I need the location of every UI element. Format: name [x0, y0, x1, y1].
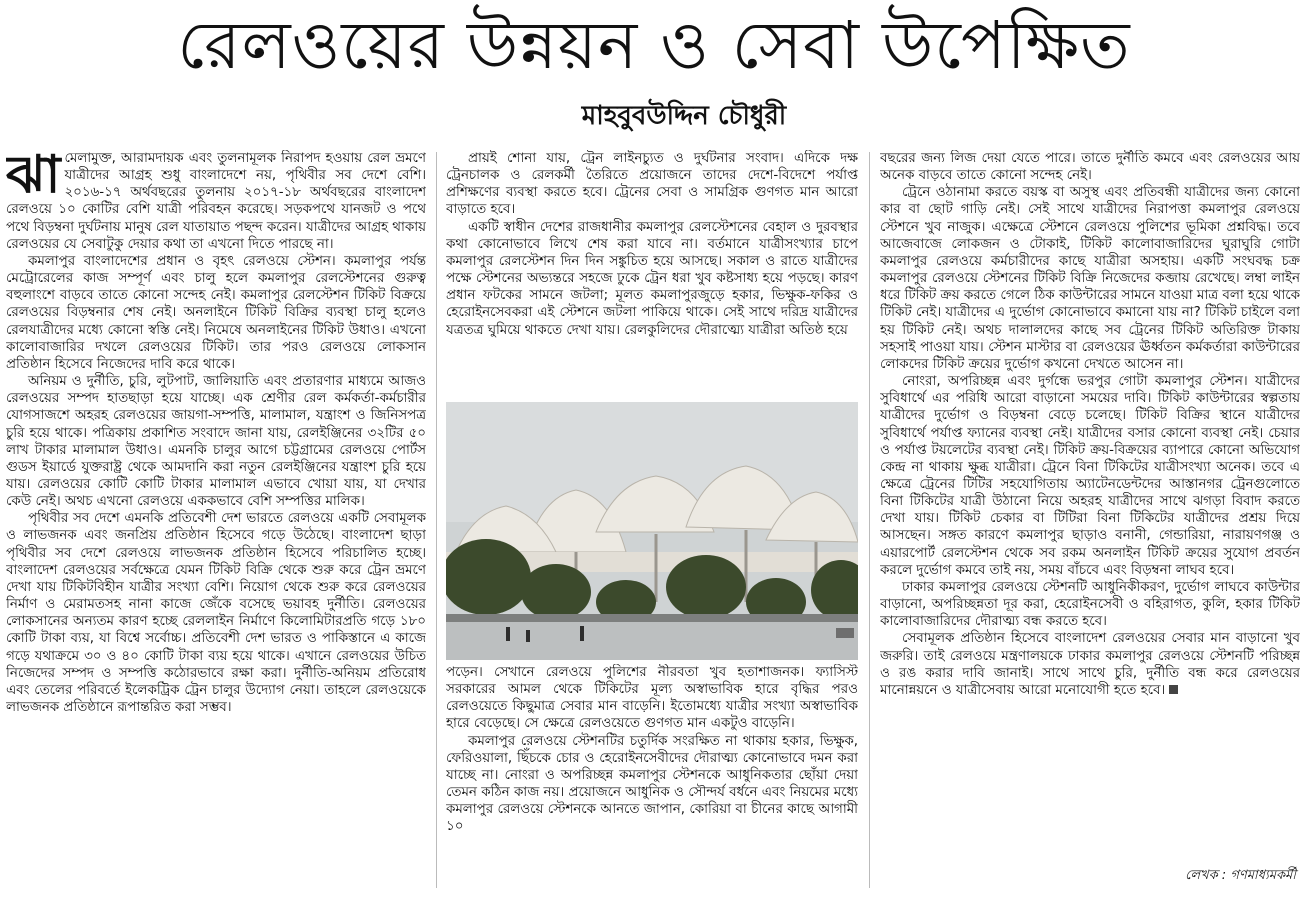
paragraph: কমলাপুর রেলওয়ে স্টেশনটির চতুর্দিক সংরক্ষিত না থাকায় হকার, ভিক্ষুক, ফেরিওয়ালা, ছিঁচকে চোর ও হেরোইনসেবীদের দৌরাত্ম্য কোনোভাবে দমন করা যাচ্ছে না। নোংরা ও অপরিচ্ছন্ন কমলাপুর স্টেশনকে আধুনিকতার ছোঁয়া দেয়া তেমন কঠিন কাজ নয়। প্রয়োজনে আধুনিক ও সৌন্দর্য বর্ধনে এবং নিয়মের মধ্যে কমলাপুর রেলওয়ে স্টেশনকে আনতে জাপান, কোরিয়া বা চীনের কাছে আগামী ১০	[446, 733, 858, 835]
drop-cap: ঝা	[6, 150, 61, 205]
article-column-3	[880, 150, 1300, 862]
paragraph: ঝামেলামুক্ত, আরামদায়ক এবং তুলনামূলক নিরাপদ হওয়ায় রেল ভ্রমণে যাত্রীদের আগ্রহ শুধু বাংলাদেশে নয়, পৃথিবীর সব দেশে বেশি। ২০১৬-১৭ অর্থবছরের তুলনায় ২০১৭-১৮ অর্থবছরের বাংলাদেশ রেলওয়ে ১০ কোটির বেশি যাত্রী পরিবহন করেছে। সড়কপথে যানজট ও পথে পথে বিড়ম্বনা দুর্ঘটনায় মানুষ রেল যাতায়াত পছন্দ করেন। যাত্রীদের আগ্রহ থাকায় রেলওয়ের যে সেবাটুকু দেয়ার কথা তা এখনো দিতে পারছে না।	[6, 150, 426, 252]
paragraph: প্রায়ই শোনা যায়, ট্রেন লাইনচ্যুত ও দুর্ঘটনার সংবাদ। এদিকে দক্ষ ট্রেনচালক ও রেলকর্মী তৈরিতে প্রয়োজনে তাদের দেশে-বিদেশে পর্যাপ্ত প্রশিক্ষণের ব্যবস্থা করতে হবে। ট্রেনের সেবা ও সামগ্রিক গুণগত মান আরো বাড়াতে হবে।	[446, 151, 858, 218]
article-column-2-bottom	[446, 664, 858, 890]
paragraph: কমলাপুর বাংলাদেশের প্রধান ও বৃহৎ রেলওয়ে স্টেশন। কমলাপুর পর্যন্ত মেট্রোরেলের কাজ সম্পূর্ণ এবং চালু হলে কমলাপুর রেলস্টেশনের গুরুত্ব বহুলাংশে বাড়বে তাতে কোনো সন্দেহ নেই। কমলাপুর রেলস্টেশন টিকিট বিক্রয়ে রেলওয়ের বিড়ম্বনার শেষ নেই। অনলাইনে টিকিট বিক্রির ব্যবস্থা চালু হলেও রেলযাত্রীদের মধ্যে কোনো স্বস্তি নেই। নিমেষে অনলাইনের টিকিট উধাও। এখনো কালোবাজারির দখলে রেলওয়ের টিকিট। তার পরও রেলওয়ে লোকসান প্রতিষ্ঠান হিসেবে নিজেদের দাবি করে থাকে।	[6, 253, 426, 372]
kamalapur-station-photo	[446, 402, 858, 660]
paragraph: ঢাকার কমলাপুর রেলওয়ে স্টেশনটি আধুনিকীকরণ, দুর্ভোগ লাঘবে কাউন্টার বাড়ানো, অপরিচ্ছন্নতা দূর করা, হেরোইনসেবী ও বহিরাগত, কুলি, হকার টিকিট কালোবাজারিদের দৌরাত্ম্য বন্ধ করতে হবে।	[880, 579, 1300, 630]
paragraph: অনিয়ম ও দুর্নীতি, চুরি, লুটপাট, জালিয়াতি এবং প্রতারণার মাধ্যমে আজও রেলওয়ের সম্পদ হাতছাড়া হয়ে যাচ্ছে। এক শ্রেণীর রেল কর্মকর্তা-কর্মচারীর যোগসাজশে অহরহ রেলওয়ের জায়গা-সম্পত্তি, মালামাল, যন্ত্রাংশ ও জিনিসপত্র চুরি হয়ে থাকে। পত্রিকায় প্রকাশিত সংবাদে জানা যায়, রেলইঞ্জিনের ৩২টির ৫০ লাখ টাকার মালামাল উধাও। এমনকি চালুর আগে চট্টগ্রামের রেলওয়ে পোর্টস গুডস ইয়ার্ডে যুক্তরাষ্ট্র থেকে আমদানি করা নতুন রেলইঞ্জিনের যন্ত্রাংশ চুরি হয়ে যায়। রেলওয়ের কোটি কোটি টাকার মালামাল এভাবে খোয়া যায়, যা দেখার কেউ নেই। অথচ এখনো রেলওয়ে এককভাবে বেশি সম্পত্তির মালিক।	[6, 374, 426, 510]
paragraph: সেবামূলক প্রতিষ্ঠান হিসেবে বাংলাদেশ রেলওয়ের সেবার মান বাড়ানো খুব জরুরি। তাই রেলওয়ে মন্ত্রণালয়কে ঢাকার কমলাপুর রেলওয়ে স্টেশনটি পরিচ্ছন্ন ও রঙ করার দাবি জানাই। সাথে সাথে চুরি, দুর্নীতি বন্ধ করে রেলওয়ের মানোন্নয়নে ও যাত্রীসেবায় আরো মনোযোগী হতে হবে।	[880, 631, 1300, 698]
paragraph: একটি স্বাধীন দেশের রাজধানীর কমলাপুর রেলস্টেশনের বেহাল ও দুরবস্থার কথা কোনোভাবে লিখে শেষ করা যাবে না। বর্তমানে যাত্রীসংখ্যার চাপে কমলাপুর রেলস্টেশন দিন দিন সঙ্কুচিত হয়ে আসছে। সকাল ও রাতে যাত্রীদের পক্ষে স্টেশনের অভ্যন্তরে সহজে ঢুকে ট্রেন ধরা খুব কষ্টসাধ্য হয়ে পড়ছে। কারণ প্রধান ফটকের সামনে জটলা; মূলত কমলাপুরজুড়ে হকার, ভিক্ষুক-ফকির ও হেরোইনসেবকরা এই স্টেশনে জটলা পাকিয়ে থাকে। সেই সাথে দরিদ্র যাত্রীদের যত্রতত্র ঘুমিয়ে থাকতে দেখা যায়। রেলকুলিদের দৌরাত্ম্যে যাত্রীরা অতিষ্ঠ হয়ে	[446, 219, 858, 338]
paragraph: বছরের জন্য লিজ দেয়া যেতে পারে। তাতে দুর্নীতি কমবে এবং রেলওয়ের আয় অনেক বাড়বে তাতে কোনো সন্দেহ নেই।	[880, 151, 1300, 184]
byline: মাহবুবউদ্দিন চৌধুরী	[581, 101, 787, 131]
headline: রেলওয়ের উন্নয়ন ও সেবা উপেক্ষিত	[177, 7, 1131, 84]
paragraph: পড়েন। সেখানে রেলওয়ে পুলিশের নীরবতা খুব হতাশাজনক। ফ্যাসিস্ট সরকারের আমল থেকে টিকিটের মূল্য অস্বাভাবিক হারে বৃদ্ধির পরও রেলওয়েতে কিছুমাত্র সেবার মান বাড়েনি। ইতোমধ্যে যাত্রীর সংখ্যা অস্বাভাবিক হারে বেড়েছে। সে ক্ষেত্রে রেলওয়েতে গুণগত মান একটুও বাড়েনি।	[446, 665, 858, 732]
paragraph: ট্রেনে ওঠানামা করতে বয়স্ক বা অসুস্থ এবং প্রতিবন্ধী যাত্রীদের জন্য কোনো কার বা ছোট গাড়ি নেই। সেই সাথে যাত্রীদের নিরাপত্তা কমলাপুর রেলওয়ে স্টেশনে খুব নাজুক। এক্ষেত্রে স্টেশনে রেলওয়ে পুলিশের ভূমিকা প্রশ্নবিদ্ধ। তবে আজেবাজে লোকজন ও টোকাই, টিকিট কালোবাজারিদের ঘুরাঘুরি গোটা কমলাপুর রেলওয়ে কর্মচারীদের কাছে যাত্রীরা অসহায়। একটি সংঘবদ্ধ চক্র কমলাপুর রেলওয়ে স্টেশনের টিকিট বিক্রি নিজেদের কব্জায় রেখেছে। লম্বা লাইন ধরে টিকিট ক্রয় করতে গেলে ঠিক কাউন্টারের সামনে যাওয়া মাত্র বলা হয়ে থাকে টিকিট নেই। যাত্রীদের এ দুর্ভোগ কোনোভাবে কমানো যায় না? টিকিট চাইলে বলা হয় টিকিট নেই। অথচ দালালদের কাছে সব ট্রেনের টিকিট অতিরিক্ত টাকায় সহসাই পাওয়া যায়। স্টেশন মাস্টার বা রেলওয়ের ঊর্ধ্বতন কর্মকর্তারা কাউন্টারের লোকদের টিকিট ক্রয়ের দুর্ভোগ কখনো দেখতে আসেন না।	[880, 185, 1300, 372]
article-column-2-top	[446, 150, 858, 396]
paragraph: নোংরা, অপরিচ্ছন্ন এবং দুর্গন্ধে ভরপুর গোটা কমলাপুর স্টেশন। যাত্রীদের সুবিধার্থে এর পরিধি আরো বাড়ানো সময়ের দাবি। টিকিট কাউন্টারের স্বল্পতায় যাত্রীদের দুর্ভোগ ও বিড়ম্বনা বেড়ে চলেছে। টিকিট বিক্রির স্থানে যাত্রীদের সুবিধার্থে পর্যাপ্ত ফ্যানের ব্যবস্থা নেই। যাত্রীদের বসার কোনো ব্যবস্থা নেই। চেয়ার ও পর্যাপ্ত টয়লেটের ব্যবস্থা নেই। টিকিট ক্রয়-বিক্রয়ের ব্যাপারে কোনো অভিযোগ কেন্দ্র না থাকায় ক্ষুব্ধ যাত্রীরা। ট্রেনে বিনা টিকিটের যাত্রীসংখ্যা অনেক। তবে এ ক্ষেত্রে ট্রেনের টিটির সহযোগিতায় অ্যাটেনডেন্টদের আস্তানগর ট্রেনগুলোতে বিনা টিকিটের যাত্রী উঠানো নিয়ে অহরহ যাত্রীদের সাথে ঝগড়া বিবাদ করতে দেখা যায়। টিকিট চেকার বা টিটিরা বিনা টিকিটের যাত্রীদের প্রশ্রয় দিয়ে আসছেন। সঙ্গত কারণে কমলাপুর ছাড়াও বনানী, গেন্ডারিয়া, নারায়ণগঞ্জ ও এয়ারপোর্ট রেলস্টেশন থেকে সব রকম অনলাইন টিকিট ক্রয়ের সুযোগ প্রবর্তন করলে দুর্ভোগ কমবে তাই নয়, সময় বাঁচবে এবং বিড়ম্বনা লাঘব হবে।	[880, 374, 1300, 578]
column-divider	[869, 152, 870, 888]
author-credit: লেখক : গণমাধ্যমকর্মী	[1185, 868, 1296, 883]
end-mark-icon	[1169, 685, 1178, 694]
column-divider	[436, 152, 437, 888]
paragraph: পৃথিবীর সব দেশে এমনকি প্রতিবেশী দেশ ভারতে রেলওয়ে একটি সেবামূলক ও লাভজনক এবং জনপ্রিয় প্রতিষ্ঠান হিসেবে গড়ে উঠেছে। বাংলাদেশ ছাড়া পৃথিবীর সব দেশে রেলওয়ে লাভজনক প্রতিষ্ঠান হিসেবে পরিচালিত হচ্ছে। বাংলাদেশ রেলওয়ের সর্বক্ষেত্রে যেমন টিকিট বিক্রি থেকে শুরু করে ট্রেন ভ্রমণে দেখা যায় টিকিটবিহীন যাত্রীর সংখ্যা বেশি। নিয়োগ থেকে শুরু করে রেলওয়ের নির্মাণ ও মেরামতসহ নানা কাজে জেঁকে বসেছে ভয়াবহ দুর্নীতি। রেলওয়ের লোকসানের অন্যতম কারণ হচ্ছে রেললাইন নির্মাণে কিলোমিটারপ্রতি গড়ে ১৮০ কোটি টাকা ব্যয়, যা বিশ্বে সর্বোচ্চ। প্রতিবেশী দেশ ভারত ও পাকিস্তানে এ কাজে গড়ে যথাক্রমে ৩০ ও ৪০ কোটি টাকা ব্যয় হয়ে থাকে। এখানে রেলওয়ের উচিত নিজেদের সম্পদ ও সম্পত্তি কঠোরভাবে রক্ষা করা। দুর্নীতি-অনিয়ম প্রতিরোধ এবং তেলের পরিবর্তে ইলেকট্রিক ট্রেন চালুর উদ্যোগ নেয়া। তাহলে রেলওয়েকে লাভজনক প্রতিষ্ঠানে রূপান্তরিত করা সম্ভব।	[6, 511, 426, 715]
article-column-1	[6, 150, 426, 890]
